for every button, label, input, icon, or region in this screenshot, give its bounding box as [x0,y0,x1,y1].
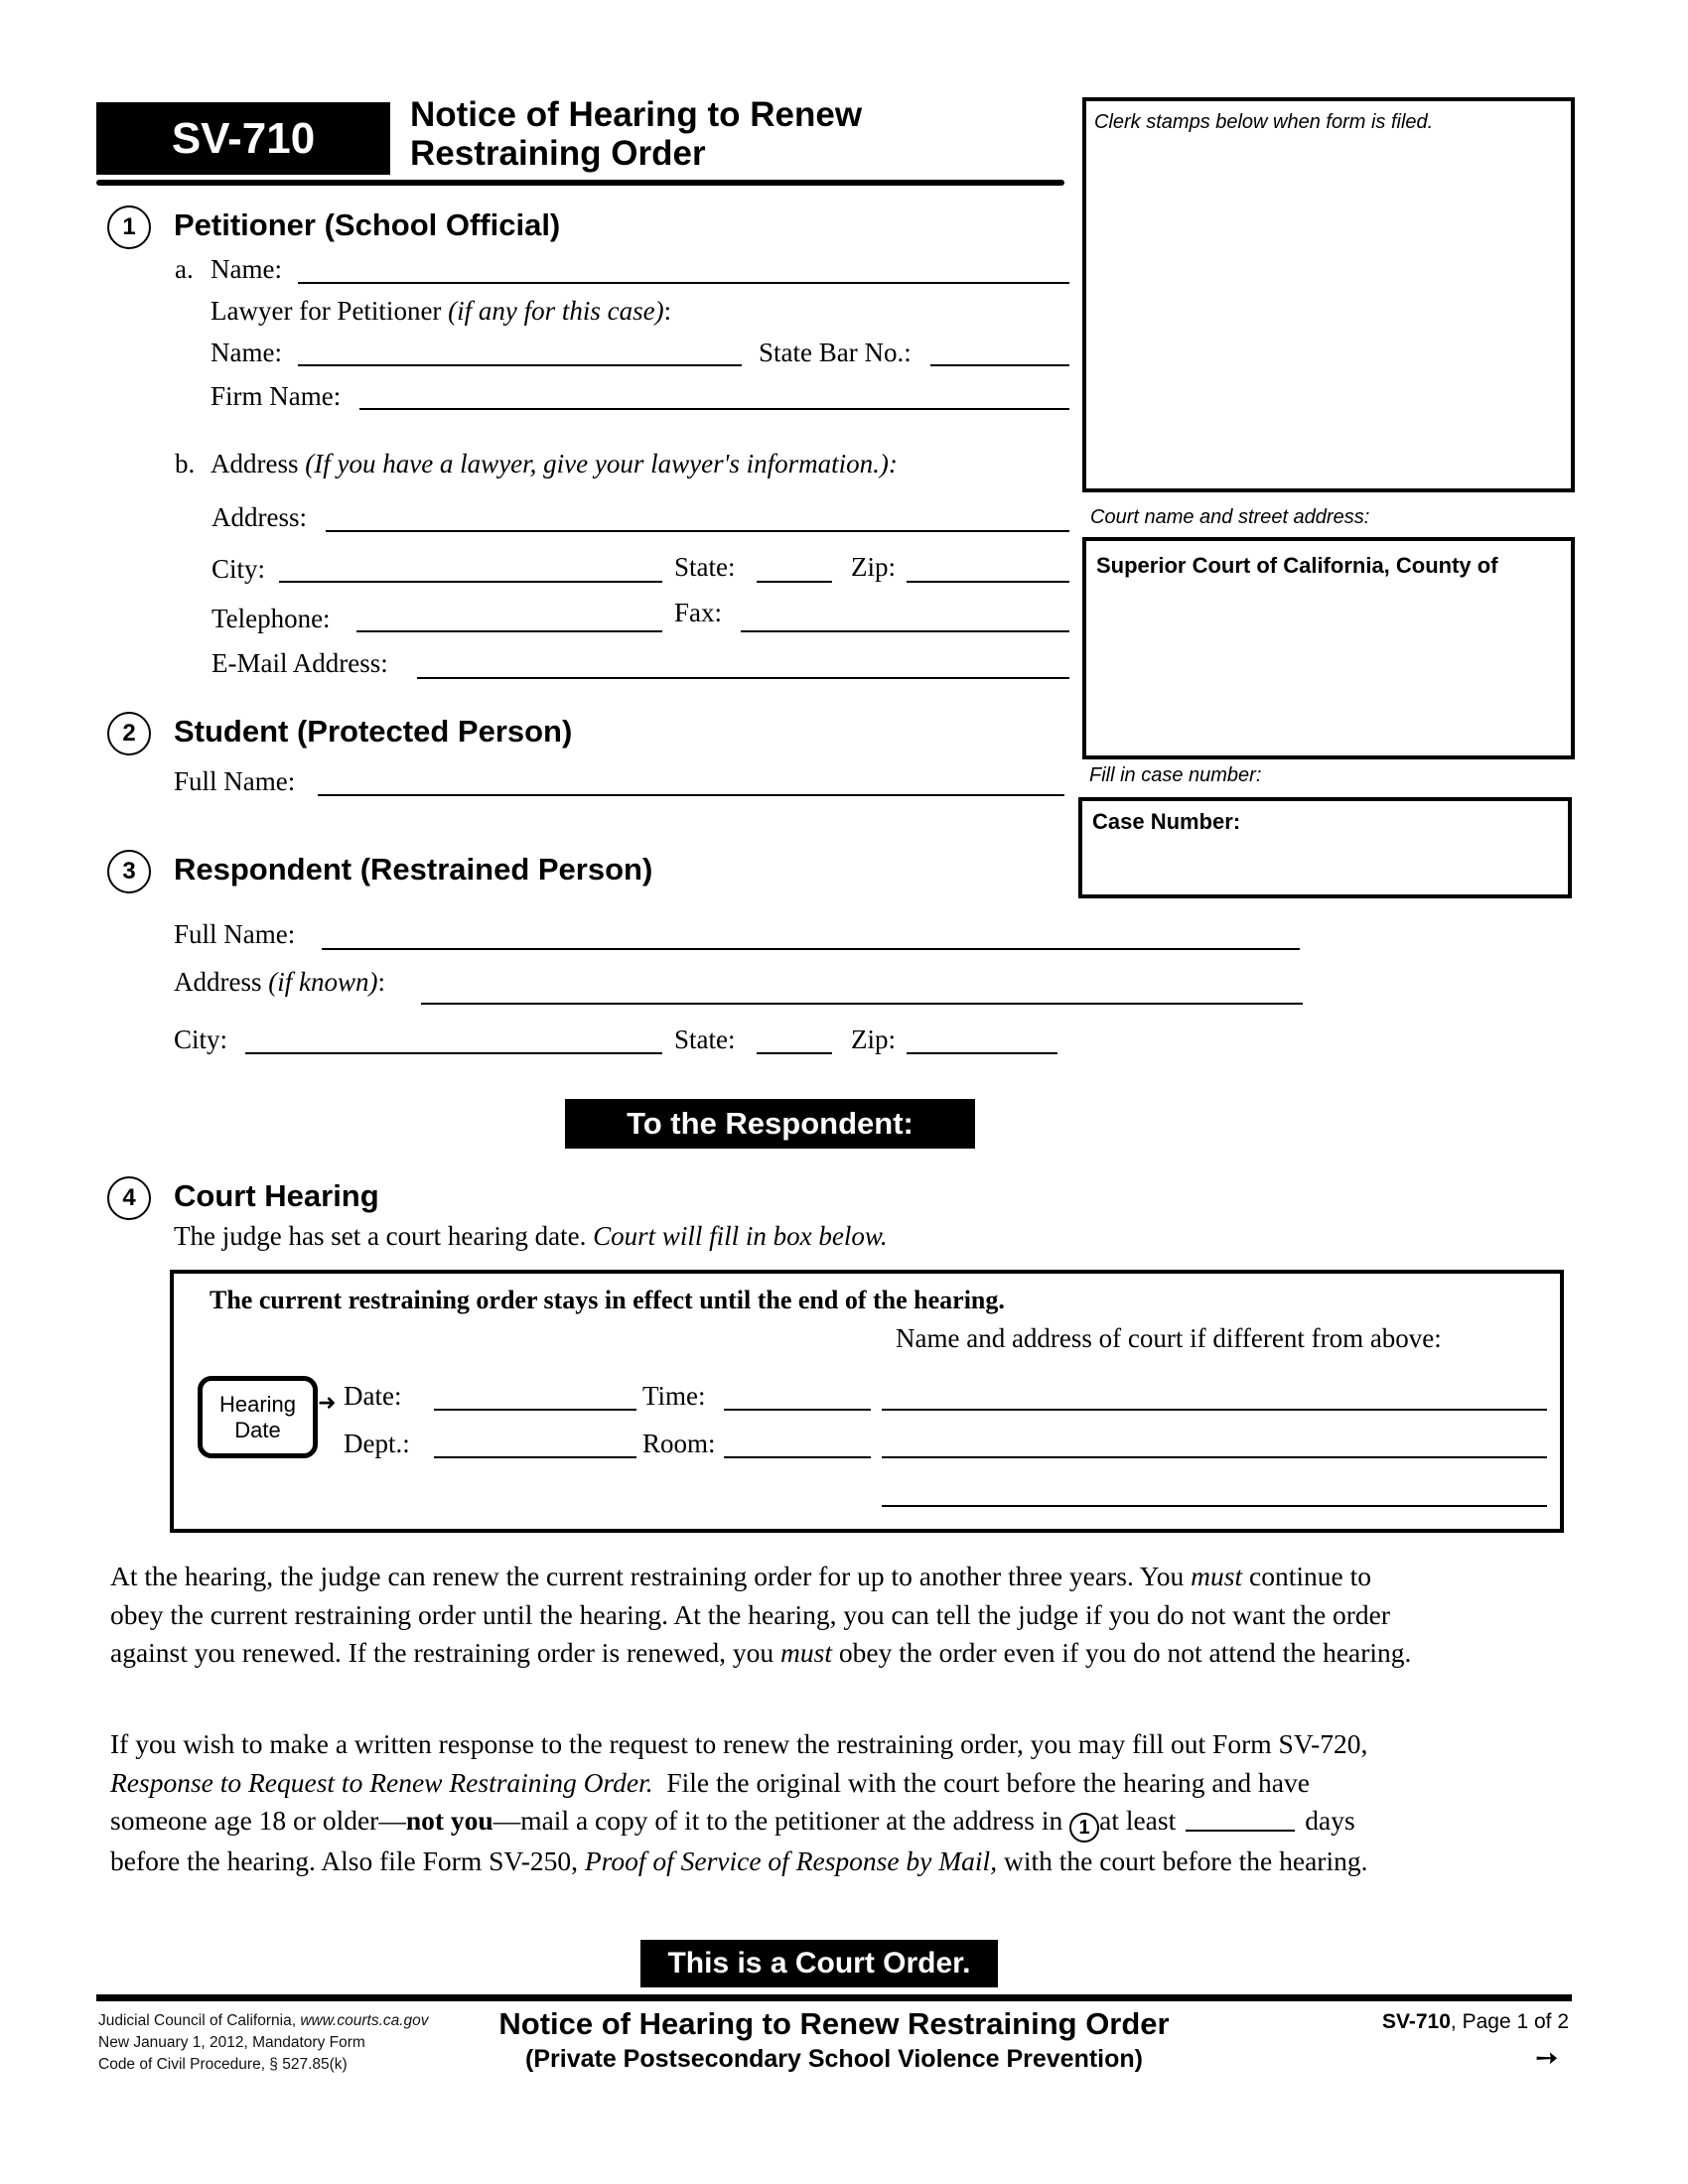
form-title-emphasis: Proof of Service of Response by Mail, [584,1845,998,1877]
title-line-1: Notice of Hearing to Renew [410,95,863,134]
text: At the hearing, the judge can renew the current restraining order for up to another three years. You [110,1561,1192,1591]
emphasis: must [780,1637,832,1668]
section-ref-number: 1 [1078,1817,1090,1839]
case-number-box[interactable] [1078,797,1572,898]
item-b-marker: b. [175,449,196,478]
hearing-date-field[interactable] [434,1409,636,1411]
section-3-number-icon [107,850,151,893]
city-label: City: [211,554,266,584]
clerk-stamp-box [1082,97,1575,492]
footer-title-block [477,2005,1192,2075]
text: against you renewed. If the restraining order is renewed, you [110,1637,781,1668]
title-line-2: Restraining Order [410,134,706,173]
response-paragraph [110,1725,1367,1881]
page-title [410,95,862,173]
text: obey the order even if you do not attend the hearing. [832,1637,1412,1668]
section-4-number: 4 [122,1184,136,1211]
state-field[interactable] [757,581,832,583]
footer-divider [96,1994,1572,2001]
hearing-intro-text: The judge has set a court hearing date. [174,1221,587,1251]
footer-org [98,2010,429,2032]
response-line-1: If you wish to make a written response to the request to renew the restraining order, you may fill out Form SV-720, [110,1728,1368,1759]
firm-name-field[interactable] [359,408,1069,410]
hearing-intro-note: Court will fill in box below. [593,1221,888,1251]
section-1-reference-icon [1069,1813,1099,1843]
address-heading [211,449,898,479]
section-2-number-icon [107,712,151,755]
form-title-emphasis: Response to Request to Renew Restraining Order. [110,1766,653,1798]
renewal-line-1 [110,1558,1411,1596]
court-order-banner-text: This is a Court Order. [667,1947,971,1979]
alt-court-line-2[interactable] [882,1456,1547,1458]
state-bar-field[interactable] [930,364,1069,366]
respondent-city-label: City: [174,1024,228,1054]
state-label: State: [674,552,736,582]
next-page-arrow-icon[interactable]: ➙ [1535,2041,1559,2074]
zip-label: Zip: [851,552,896,582]
item-a-marker: a. [175,254,194,284]
alt-court-line-3[interactable] [882,1505,1547,1507]
section-1-number: 1 [122,213,136,240]
court-address-caption: Court name and street address: [1090,506,1370,528]
respondent-address-note: (if known) [268,967,378,997]
address-label: Address: [211,502,307,532]
respondent-state-field[interactable] [757,1052,832,1054]
respondent-address-label [174,967,385,998]
section-2-number: 2 [122,720,136,747]
respondent-city-field[interactable] [245,1052,662,1054]
hearing-dept-field[interactable] [434,1456,636,1458]
footer-revised: New January 1, 2012, Mandatory Form [98,2034,365,2051]
lawyer-note: (if any for this case) [448,296,664,326]
text: File the original with the court before the hearing and have [652,1766,1310,1798]
time-label: Time: [642,1381,706,1411]
room-label: Room: [642,1429,716,1458]
footer-title: Notice of Hearing to Renew Restraining Order [498,2006,1170,2041]
emphasis: must [1191,1561,1243,1591]
hearing-date-icon-line1: Hearing [218,1391,297,1417]
date-label: Date: [344,1381,402,1411]
org-name: Judicial Council of California, [98,2012,301,2029]
response-line-3 [110,1802,1367,1843]
form-id-badge [96,102,390,175]
hearing-room-field[interactable] [724,1456,871,1458]
respondent-banner [565,1099,975,1149]
address-field[interactable] [326,530,1069,532]
hearing-details-box [170,1270,1564,1533]
respondent-address-label-text: Address [174,967,262,997]
renewal-line-2: obey the current restraining order until the hearing. At the hearing, you can tell the judge if you do not want the order [110,1598,1391,1630]
not-you-emphasis: not you [405,1805,493,1836]
lawyer-colon: : [663,296,672,326]
section-4-number-icon [107,1176,151,1220]
text: —mail a copy of it to the petitioner at the address in [492,1805,1070,1836]
alt-court-label: Name and address of court if different from above: [896,1323,1442,1353]
lawyer-name-label: Name: [211,338,282,367]
respondent-address-colon: : [377,967,385,997]
hearing-time-field[interactable] [724,1409,871,1411]
text: continue to [1242,1561,1371,1591]
footer-subtitle: (Private Postsecondary School Violence Prevention) [525,2045,1143,2073]
section-4-heading: Court Hearing [174,1178,379,1213]
lawyer-name-field[interactable] [298,364,742,366]
telephone-field[interactable] [356,630,662,632]
state-bar-label: State Bar No.: [759,338,912,367]
text: someone age 18 or older— [110,1805,406,1836]
response-line-4 [110,1843,1367,1881]
student-full-name-field[interactable] [318,794,1064,796]
footer-form-id: SV-710 [1382,2010,1451,2033]
respondent-banner-text: To the Respondent: [627,1106,914,1141]
address-heading-text: Address [211,449,299,478]
petitioner-name-field[interactable] [298,282,1069,284]
footer-metadata [98,2010,429,2076]
text: days [1305,1805,1355,1836]
order-in-effect-notice: The current restraining order stays in effect until the end of the hearing. [210,1286,1005,1314]
section-2-heading: Student (Protected Person) [174,714,573,749]
court-order-banner [640,1940,998,1987]
lawyer-label [211,296,671,327]
clerk-stamp-label: Clerk stamps below when form is filed. [1094,111,1434,133]
zip-field[interactable] [907,581,1069,583]
response-line-2 [110,1764,1367,1803]
section-1-number-icon [107,205,151,249]
footer-page-info [1331,2010,1569,2034]
text: at least [1099,1805,1177,1836]
address-note: (If you have a lawyer, give your lawyer's information.): [305,449,898,478]
telephone-label: Telephone: [211,604,331,633]
respondent-zip-label: Zip: [851,1024,896,1054]
court-name: Superior Court of California, County of [1096,553,1498,578]
courts-website-link[interactable]: www.courts.ca.gov [300,2012,429,2029]
header-divider [96,180,1064,186]
lawyer-label-text: Lawyer for Petitioner [211,296,442,326]
firm-name-label: Firm Name: [211,381,342,411]
respondent-state-label: State: [674,1024,736,1054]
hearing-date-icon-line2: Date [234,1417,281,1442]
section-1-heading: Petitioner (School Official) [174,207,561,242]
text: with the court before the hearing. [997,1845,1368,1877]
alt-court-line-1[interactable] [882,1409,1547,1411]
section-3-number: 3 [122,858,136,885]
footer-code: Code of Civil Procedure, § 527.85(k) [98,2056,348,2073]
dept-label: Dept.: [344,1429,410,1458]
respondent-zip-field[interactable] [907,1052,1057,1054]
section-3-heading: Respondent (Restrained Person) [174,852,653,887]
case-number-caption: Fill in case number: [1089,764,1262,786]
student-full-name-label: Full Name: [174,766,296,796]
city-field[interactable] [279,581,662,583]
email-label: E-Mail Address: [211,648,388,678]
renewal-paragraph [110,1558,1411,1673]
renewal-line-3 [110,1634,1411,1673]
hearing-intro [174,1221,888,1252]
days-field[interactable] [1186,1808,1295,1832]
respondent-full-name-field[interactable] [322,948,1300,950]
text: before the hearing. Also file Form SV-250, [110,1845,585,1877]
respondent-full-name-label: Full Name: [174,919,296,949]
footer-page-number: , Page 1 of 2 [1450,2010,1569,2033]
hearing-date-icon [198,1376,318,1458]
email-field[interactable] [417,677,1069,679]
respondent-address-field[interactable] [421,1003,1303,1005]
petitioner-name-label: Name: [211,254,282,284]
fax-field[interactable] [741,630,1069,632]
court-address-box[interactable] [1082,537,1575,759]
fax-label: Fax: [674,598,723,627]
arrow-right-icon: ➜ [318,1391,337,1416]
case-number-label: Case Number: [1092,809,1241,834]
form-id: SV-710 [171,113,316,163]
